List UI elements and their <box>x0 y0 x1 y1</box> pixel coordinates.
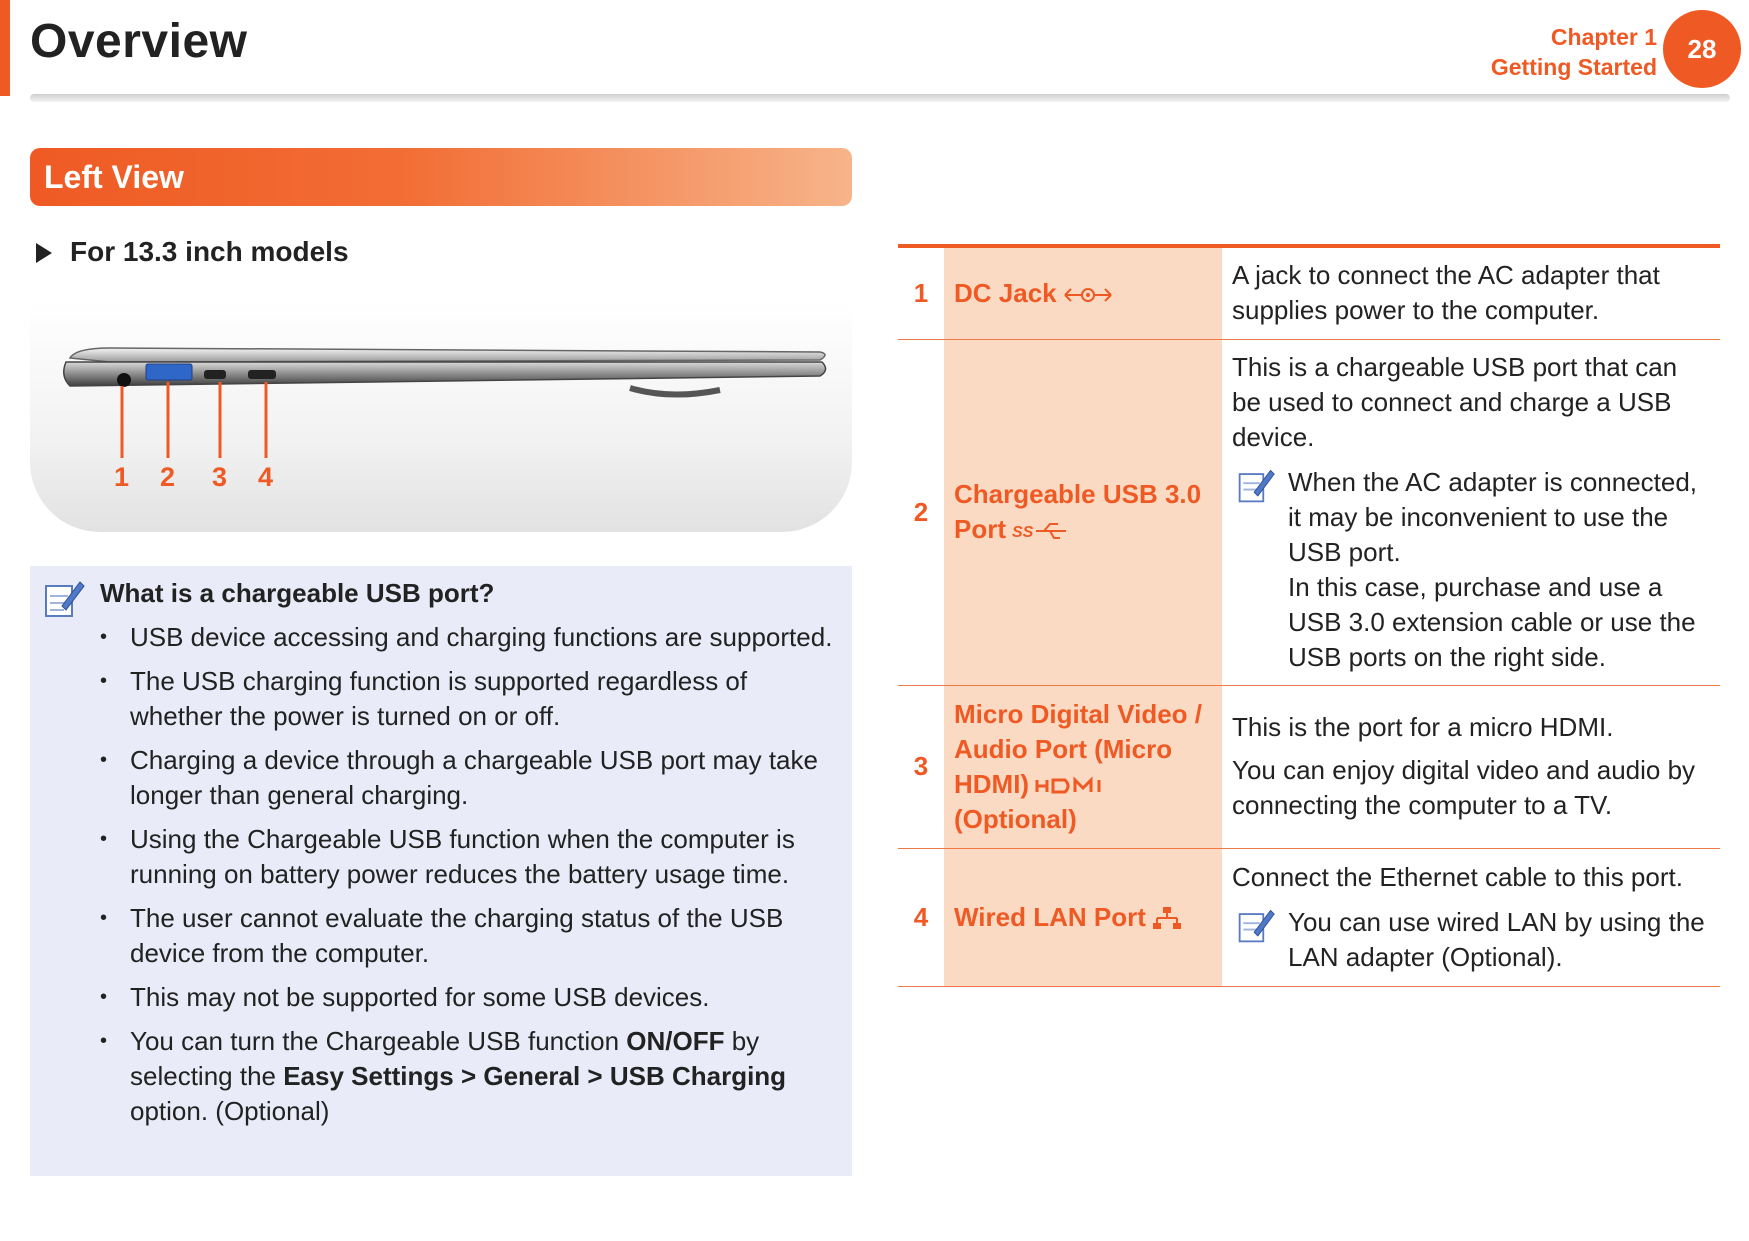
port-name-text: (Optional) <box>954 803 1077 834</box>
description-text: Connect the Ethernet cable to this port. <box>1232 861 1683 892</box>
port-name <box>944 685 1222 848</box>
port-description <box>1222 685 1720 848</box>
list-item: • This may not be supported for some USB devices. <box>100 980 840 1015</box>
table-row <box>898 848 1720 986</box>
hdmi-icon <box>1035 776 1111 796</box>
list-item: • The USB charging function is supported regardless of whether the power is turned on or off. <box>100 664 840 734</box>
usb-ss-icon <box>1012 520 1068 542</box>
list-item: • The user cannot evaluate the charging status of the USB device from the computer. <box>100 901 840 971</box>
play-arrow-icon <box>36 243 52 263</box>
port-name-text: Wired LAN Port <box>954 901 1146 932</box>
port-description <box>1222 339 1720 685</box>
lan-port <box>248 370 276 379</box>
note-title: What is a chargeable USB port? <box>100 578 495 608</box>
port-table <box>898 244 1720 987</box>
list-item: • Charging a device through a chargeable USB port may take longer than general charging. <box>100 743 840 813</box>
port-number: 4 <box>913 901 929 932</box>
header-divider <box>30 94 1730 102</box>
chapter-number: Chapter 1 <box>1550 24 1657 50</box>
svg-text:SS: SS <box>1012 524 1034 542</box>
subheading-text: For 13.3 inch models <box>70 236 349 267</box>
port-number: 2 <box>913 496 929 527</box>
port-name <box>944 339 1222 685</box>
chapter-name: Getting Started <box>1490 54 1657 80</box>
port-name <box>944 848 1222 986</box>
port-description: A jack to connect the AC adapter that supplies power to the computer. <box>1232 260 1660 326</box>
port-name-text: Port <box>954 514 1006 544</box>
table-row <box>898 246 1720 339</box>
note-text: In this case, purchase and use a USB 3.0 extension cable or use the USB ports on the right side. <box>1288 571 1696 672</box>
port-number: 3 <box>913 751 929 781</box>
section-title-bar: Left View <box>30 148 852 206</box>
port-name-text: Micro Digital Video / <box>954 698 1203 729</box>
port-name-text: Audio Port (Micro <box>954 733 1173 764</box>
micro-hdmi-port <box>204 370 226 379</box>
list-item: • USB device accessing and charging functions are supported. <box>100 620 840 655</box>
menu-path-easy-settings: Easy Settings <box>283 1061 454 1091</box>
on-off-label: ON/OFF <box>626 1026 725 1056</box>
note-text: When the AC adapter is connected, it may be inconvenient to use the USB port. <box>1288 466 1698 567</box>
text-span: You can turn the Chargeable USB function <box>130 1026 627 1056</box>
path-separator: > <box>453 1061 484 1091</box>
laptop-side-view <box>30 300 852 532</box>
menu-path-usb-charging: USB Charging <box>609 1061 787 1091</box>
text-span: by selecting the <box>130 1026 760 1091</box>
lan-icon <box>1152 906 1182 932</box>
sub-note <box>1232 905 1710 975</box>
port-name <box>944 246 1222 339</box>
callout-number-3: 3 <box>212 462 228 492</box>
dc-jack-port <box>117 373 131 387</box>
usb-port <box>146 364 192 380</box>
page-title: Overview <box>30 15 248 68</box>
callout-number-2: 2 <box>160 462 176 492</box>
laptop-lid <box>70 348 825 362</box>
accent-bar <box>0 0 10 96</box>
port-name-text: Chargeable USB 3.0 <box>954 479 1202 509</box>
callout-number-4: 4 <box>258 462 274 492</box>
laptop-foot <box>630 388 720 395</box>
note-bullet-list <box>100 620 840 1138</box>
list-item <box>100 1024 840 1129</box>
laptop-illustration <box>30 300 852 532</box>
page-number-badge: 28 <box>1663 10 1741 88</box>
note-text: You can use wired LAN by using the LAN adapter (Optional). <box>1288 906 1705 972</box>
note-pencil-icon <box>1236 905 1276 945</box>
description-text: This is the port for a micro HDMI. <box>1232 712 1614 742</box>
path-separator: > <box>580 1061 610 1091</box>
table-row <box>898 339 1720 685</box>
list-item: • Using the Chargeable USB function when the computer is running on battery power reduces the battery usage time. <box>100 822 840 892</box>
note-pencil-icon <box>1236 465 1276 505</box>
description-text: This is a chargeable USB port that can be used to connect and charge a USB device. <box>1232 351 1678 452</box>
note-pencil-icon <box>42 576 86 620</box>
port-number: 1 <box>913 277 929 308</box>
port-name-text: DC Jack <box>954 277 1057 308</box>
dc-jack-icon <box>1063 285 1113 305</box>
port-name-text: HDMI) <box>954 768 1030 799</box>
chapter-label <box>1491 22 1657 82</box>
port-description <box>1222 848 1720 986</box>
description-text: You can enjoy digital video and audio by connecting the computer to a TV. <box>1232 755 1696 820</box>
model-subheading <box>36 236 349 268</box>
menu-path-general: General <box>483 1061 581 1091</box>
sub-note <box>1232 465 1710 675</box>
callout-number-1: 1 <box>114 462 130 492</box>
table-row <box>898 685 1720 848</box>
text-span: option. (Optional) <box>130 1096 330 1126</box>
